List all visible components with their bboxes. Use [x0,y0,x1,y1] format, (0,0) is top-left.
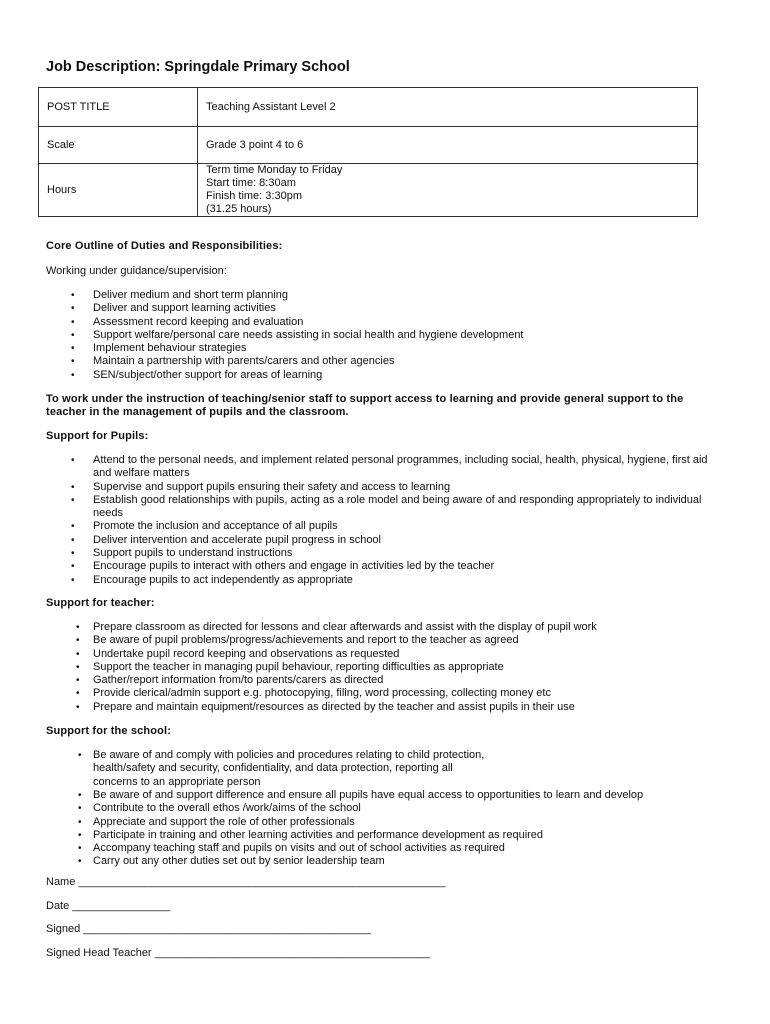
hours-label: Hours [39,164,198,217]
core-duties-intro: Working under guidance/supervision: [46,265,227,277]
list-item: • Undertake pupil record keeping and observations as requested [46,648,706,661]
support-school-heading: Support for the school: [46,725,172,737]
head-teacher-signature-line: Signed Head Teacher _____________________________________________ [46,947,430,959]
list-item: • Support the teacher in managing pupil behaviour, reporting difficulties as appropriate [46,661,706,674]
table-row [39,127,698,164]
role-statement: To work under the instruction of teaching/senior staff to support access to learning and provide general support to the teacher in the management of pupils and the classroom. [46,393,684,418]
list-item: • Maintain a partnership with parents/carers and other agencies [46,355,706,368]
post-title-value: Teaching Assistant Level 2 [198,88,698,127]
support-school-list-first [46,749,486,789]
scale-label: Scale [39,127,198,164]
hours-value [198,164,698,217]
name-signature-line: Name ____________________________________________________________ [46,876,446,888]
list-item: • Attend to the personal needs, and implement related personal programmes, including social, health, physical, hygiene, first aid and welfare matters [46,454,708,481]
list-item: • Deliver intervention and accelerate pupil progress in school [46,534,708,547]
list-item: • Promote the inclusion and acceptance of all pupils [46,520,708,533]
list-item: • Prepare classroom as directed for lessons and clear afterwards and assist with the display of pupil work [46,621,706,634]
list-item: • SEN/subject/other support for areas of learning [46,369,706,382]
list-item: • Be aware of pupil problems/progress/achievements and report to the teacher as agreed [46,634,706,647]
post-title-label: POST TITLE [39,88,198,127]
table-row [39,88,698,127]
list-item: • Support pupils to understand instructions [46,547,708,560]
list-item: • Prepare and maintain equipment/resources as directed by the teacher and assist pupils in their use [46,701,706,714]
list-item: • Deliver medium and short term planning [46,289,706,302]
list-item: • Participate in training and other learning activities and performance development as required [46,829,726,842]
list-item: • Carry out any other duties set out by senior leadership team [46,855,726,868]
list-item: • Establish good relationships with pupils, acting as a role model and being aware of and responding appropriately to individual needs [46,494,708,521]
list-item: • Be aware of and comply with policies and procedures relating to child protection, health/safety and security, confidentiality, and data protection, reporting all concerns to an appropriate person [46,749,486,789]
hours-line: Start time: 8:30am [206,177,296,189]
support-school-list [46,789,726,869]
support-pupils-list [46,454,708,587]
list-item: • Assessment record keeping and evaluation [46,316,706,329]
signed-signature-line: Signed _______________________________________________ [46,923,371,935]
hours-line: Finish time: 3:30pm [206,190,302,202]
list-item: • Support welfare/personal care needs assisting in social health and hygiene development [46,329,706,342]
list-item: • Implement behaviour strategies [46,342,706,355]
support-teacher-list [46,621,706,714]
list-item: • Appreciate and support the role of other professionals [46,816,726,829]
core-duties-list [46,289,706,382]
hours-line: Term time Monday to Friday [206,164,343,176]
post-details-table [38,87,698,217]
table-row [39,164,698,217]
list-item: • Deliver and support learning activities [46,302,706,315]
list-item: • Accompany teaching staff and pupils on visits and out of school activities as required [46,842,726,855]
hours-line: (31.25 hours) [206,203,272,215]
core-duties-heading: Core Outline of Duties and Responsibilities: [46,240,283,252]
list-item: • Provide clerical/admin support e.g. photocopying, filing, word processing, collecting money etc [46,687,706,700]
list-item: • Encourage pupils to act independently as appropriate [46,574,708,587]
list-item: • Supervise and support pupils ensuring their safety and access to learning [46,481,708,494]
date-signature-line: Date ________________ [46,900,171,912]
list-item: • Gather/report information from/to parents/carers as directed [46,674,706,687]
scale-value: Grade 3 point 4 to 6 [198,127,698,164]
list-item: • Encourage pupils to interact with others and engage in activities led by the teacher [46,560,708,573]
support-teacher-heading: Support for teacher: [46,597,155,609]
list-item: • Be aware of and support difference and ensure all pupils have equal access to opportunities to learn and develop [46,789,726,802]
support-pupils-heading: Support for Pupils: [46,430,149,442]
page-title: Job Description: Springdale Primary School [46,59,350,75]
list-item: • Contribute to the overall ethos /work/aims of the school [46,802,726,815]
